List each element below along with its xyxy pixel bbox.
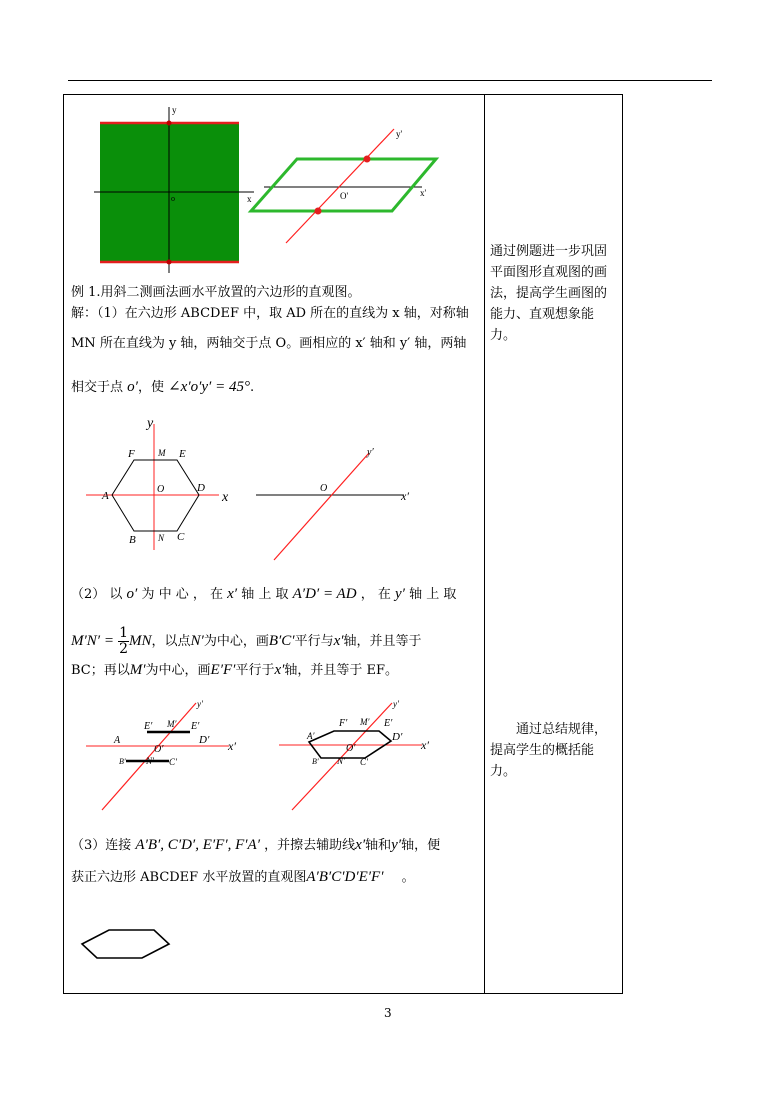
square-o-label: o	[171, 194, 175, 203]
square-bottom-point	[167, 260, 172, 265]
fig2b-C-label: C′	[360, 757, 368, 767]
angle-formula: ∠x′o′y′ = 45°	[168, 379, 250, 395]
square-top-point	[167, 121, 172, 126]
final-hexagon-figure	[64, 920, 264, 970]
step1-line2: MN 所在直线为 y 轴，两轴交于点 O。画相应的 x′ 轴和 y′ 轴，两轴	[71, 336, 467, 351]
hex-A-label: A	[102, 490, 109, 502]
fig2b-y-label: y′	[393, 699, 399, 709]
fig2a-E-label: E′	[144, 721, 153, 732]
fig2b-A-label: A′	[307, 731, 315, 741]
hex-O-label: O	[157, 484, 165, 495]
fig2a-D-label: D′	[199, 734, 210, 746]
oblique2-x-label: x′	[401, 489, 409, 503]
fig2a-Ep-label: E′	[191, 721, 200, 732]
lesson-table	[63, 94, 623, 994]
fig2b-E-label: E′	[384, 718, 393, 729]
step2-line2: M′N′ = $\frac{1}{2}$ MN，以点N′为中心，画B′C′平行与x′轴，并且等于	[71, 625, 422, 657]
step2-line3: BC；再以M′为中心，画E′F′平行于x′轴，并且等于 EF。	[71, 662, 399, 678]
oblique-parallelogram	[251, 159, 436, 211]
fig2a-M-label: M′	[167, 719, 177, 729]
fig2b-N-label: N′	[337, 756, 345, 766]
step3-line2: 获正六边形 ABCDEF 水平放置的直观图A′B′C′D′E′F′ 。	[71, 869, 415, 885]
hexagon-figure	[64, 410, 484, 565]
fig2a-B-label: B′	[119, 757, 126, 766]
teaching-note-1: 通过例题进一步巩固平面图形直观图的画法，提高学生画图的能力、直观想象能力。	[490, 244, 608, 343]
teaching-note-2: 通过总结规律，提高学生的概括能力。	[490, 722, 608, 779]
fig2a-x-label: x′	[228, 739, 236, 753]
hex-M-label: M	[158, 448, 166, 458]
fig2a-O-label: O′	[154, 744, 164, 755]
oblique-y-axis	[286, 129, 394, 243]
square-projection-figure	[64, 95, 484, 280]
oblique-top-point	[364, 156, 371, 163]
fig2b-x-label: x′	[421, 738, 429, 752]
step1-line3: 相交于点 o′，使 ∠x′o′y′ = 45°.	[71, 379, 255, 395]
hex-x-label: x	[222, 490, 229, 505]
final-hexagon	[82, 930, 169, 958]
oblique-yp-label: y'	[396, 129, 403, 139]
fig2a-A-label: A	[114, 735, 121, 746]
oblique2-y-axis	[274, 453, 369, 560]
hex-y-label: y	[147, 416, 154, 431]
step2-line1: （2） 以 o′ 为 中 心 ， 在 x′ 轴 上 取 A′D′ = AD ， 在 y′ 轴 上 取	[71, 586, 457, 602]
fig2b-O-label: O′	[346, 743, 356, 754]
fig2b-M-label: M′	[360, 717, 370, 727]
step1-line1: 解：（1）在六边形 ABCDEF 中，取 AD 所在的直线为 x 轴，对称轴	[71, 306, 469, 321]
header-rule	[68, 80, 712, 81]
oblique-bottom-point	[315, 208, 322, 215]
oblique-op-label: O'	[340, 191, 349, 201]
page-number: 3	[384, 1006, 392, 1020]
fig2b-D-label: D′	[392, 731, 403, 743]
fig2b-B-label: B′	[312, 757, 319, 766]
step2-figures	[64, 695, 484, 820]
fig2a-y-label: y′	[197, 699, 203, 709]
column-divider	[484, 95, 485, 993]
step3-line1: （3）连接 A′B′, C′D′, E′F′, F′A′ ，并擦去辅助线x′轴和y′轴，便	[71, 837, 441, 853]
hex-F-label: F	[128, 448, 135, 460]
hex-N-label: N	[158, 533, 165, 543]
square-x-label: x	[247, 194, 252, 204]
oblique2-y-label: y′	[367, 447, 374, 458]
hex-C-label: C	[177, 531, 185, 543]
oblique2-O-label: O	[320, 483, 328, 494]
square-y-label: y	[172, 105, 177, 115]
oblique-xp-label: x'	[420, 188, 427, 198]
half-fraction: $\frac{1}{2}$	[119, 625, 128, 657]
fig2a-C-label: C′	[169, 757, 177, 767]
fig2a-N-label: N′	[146, 756, 154, 766]
hex-E-label: E	[179, 448, 186, 460]
hex-B-label: B	[129, 534, 136, 546]
example-title: 例 1.用斜二测画法画水平放置的六边形的直观图。	[71, 285, 361, 300]
hex-D-label: D	[197, 482, 205, 494]
fig2b-F-label: F′	[339, 718, 348, 729]
